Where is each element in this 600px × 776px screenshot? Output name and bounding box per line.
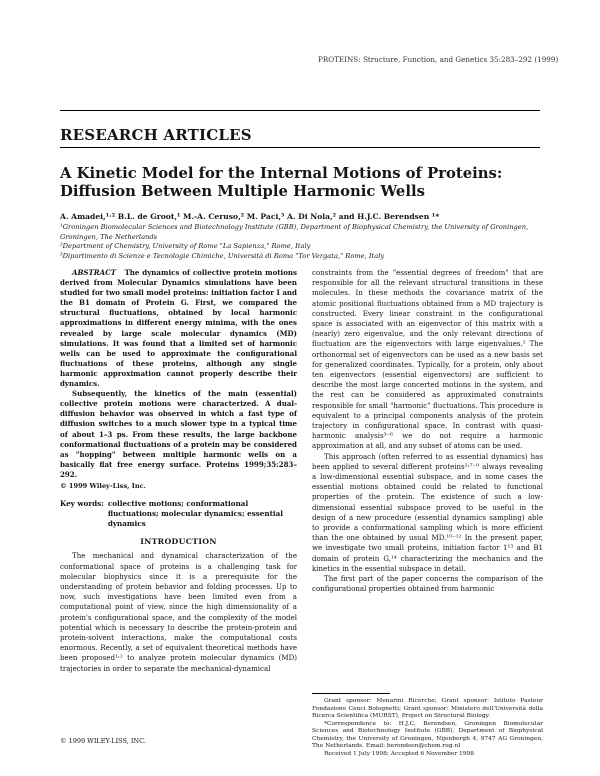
affiliation-2: ²Department of Chemistry, University of Rome "La Sapienza," Rome, Italy — [60, 242, 311, 250]
keywords-label: Key words: — [60, 499, 104, 509]
author-list: A. Amadei,¹˒² B.L. de Groot,¹ M.-A. Ceruso,² M. Paci,³ A. Di Nola,² and H.J.C. Berendsen ¹* — [60, 212, 440, 221]
footnote-correspondence: *Correspondence to: H.J.C. Berendsen, Groningen Biomolecular Sciences and Biotechnology Institute (GBB), Department of Biophysical Chemistry, the University of Groningen, Nijenborgh 4, 9747 AG Groningen, The Netherlands. Email: berendsen@chem.rug.nl — [312, 720, 543, 749]
left-column — [60, 268, 297, 674]
footer-copyright: © 1999 WILEY-LISS, INC. — [60, 737, 146, 745]
introduction-paragraph: The mechanical and dynamical characterization of the conformational space of proteins is a challenging task for molecular biophysics since it is a prerequisite for the understanding of protein behavior and folding processes. Up to now, such investigations have been limited even from a computational point of view, since the high dimensionality of a protein's configurational space, and the complexity of the model potential which is necessary to describe the protein-protein and protein-solvent interactions, make the computational costs enormous. Recently, a set of equivalent theoretical methods have been proposed¹˒² to analyze protein molecular dynamics (MD) trajectories in order to separate the mechanical-dynamical — [60, 551, 297, 673]
abstract — [60, 268, 297, 491]
keywords-text: collective motions; conformational fluctuations; molecular dynamics; essential dynamics — [107, 499, 284, 529]
affiliation-3: ³Dipartimento di Scienze e Tecnologie Chimiche, Università di Roma "Tor Vergata," Rome, Italy — [60, 252, 385, 260]
affiliation-1: ¹Groningen Biomolecular Sciences and Biotechnology Institute (GBB), Department of Biophysical Chemistry, the University of Groningen, Groningen, The Netherlands — [60, 223, 529, 241]
right-paragraph-1: constraints from the "essential degrees of freedom" that are responsible for all the relevant structural transitions in these molecules. In these methods the covariance matrix of the atomic positional fluctuations obtained from a MD trajectory is constructed. Every linear constraint in the configurational space is associated with an eigenvector of this matrix with a (nearly) zero eigenvalue, and the only relevant directions of fluctuation are the eigenvectors with large eigenvalues.² The orthonormal set of eigenvectors can be used as a new basis set for generalized coordinates. Typically, for a protein, only about ten eigenvectors (essential eigenvectors) are sufficient to describe the most large concerted motions in the system, and the rest can be considered as approximated constraints responsible for small "harmonic" fluctuations. This procedure is equivalent to a principal components analysis of the protein trajectory in configurational space. In contrast with quasi-harmonic analysis³⁻⁶ we do not require a harmonic approximation at all, and any subset of atoms can be used. — [312, 268, 543, 451]
right-paragraph-2: This approach (often referred to as essential dynamics) has been applied to several different proteins²˒⁷⁻⁹ always revealing a low-dimensional essential subspace, and in some cases the essential motions obtained could be related to functional properties of the protein. The existence of such a low-dimensional essential subspace proved to be useful in the design of a new procedure (essential dynamics sampling) able to provide a conformational sampling which is more efficient than the one obtained by usual MD.¹⁰⁻¹² In the present paper, we investigate two small proteins, initiation factor 1¹³ and B1 domain of protein G,¹⁴ characterizing the mechanics and the kinetics in the essential subspace in detail. — [312, 451, 543, 573]
footnote-dates: Received 1 July 1998; Accepted 6 November 1998 — [324, 750, 475, 757]
section-rule — [60, 147, 540, 148]
section-heading: RESEARCH ARTICLES — [60, 126, 252, 144]
footnote-grant: Grant sponsor: Menarini Ricerche; Grant sponsor: Istituto Pasteur Fondazione Cenci Bolognetti; Grant sponsor: Ministero dell'Università della Ricerca Scientifica (MURST), Project on Structural Biology. — [312, 698, 543, 719]
abstract-label: ABSTRACT — [72, 268, 116, 277]
introduction-heading: INTRODUCTION — [140, 537, 217, 547]
right-paragraph-3: The first part of the paper concerns the comparison of the configurational properties obtained from harmonic — [312, 574, 543, 594]
article-title: A Kinetic Model for the Internal Motions of Proteins: Diffusion Between Multiple Harmonic Wells — [60, 165, 503, 200]
abstract-text-1: The dynamics of collective protein motions derived from Molecular Dynamics simulations have been studied for two small model proteins: initiation factor I and the B1 domain of Protein G. First, we compared the structural fluctuations, obtained by local harmonic approximations in different energy minima, with the ones revealed by large scale molecular dynamics (MD) simulations. It was found that a limited set of harmonic wells can be used to approximate the configurational fluctuations of these proteins, although any single harmonic approximation cannot properly describe their dynamics. — [60, 268, 297, 389]
abstract-copyright: © 1999 Wiley-Liss, Inc. — [60, 481, 146, 490]
keywords — [60, 499, 297, 529]
abstract-paragraph-2: Subsequently, the kinetics of the main (essential) collective protein motions were characterized. A dual-diffusion behavior was observed in which a fast type of diffusion switches to a much slower type in a typical time of about 1–3 ps. From these results, the large backbone conformational fluctuations of a protein may be considered as "hopping" between multiple harmonic wells on a basically flat free energy surface. Proteins 1999;35:283–292. — [60, 389, 297, 479]
top-rule — [60, 110, 540, 111]
abstract-paragraph-1 — [60, 268, 297, 389]
footnotes — [312, 698, 543, 758]
footnote-rule — [312, 693, 390, 694]
journal-header: PROTEINS: Structure, Function, and Genetics 35:283–292 (1999) — [318, 55, 559, 64]
right-column — [312, 268, 543, 595]
